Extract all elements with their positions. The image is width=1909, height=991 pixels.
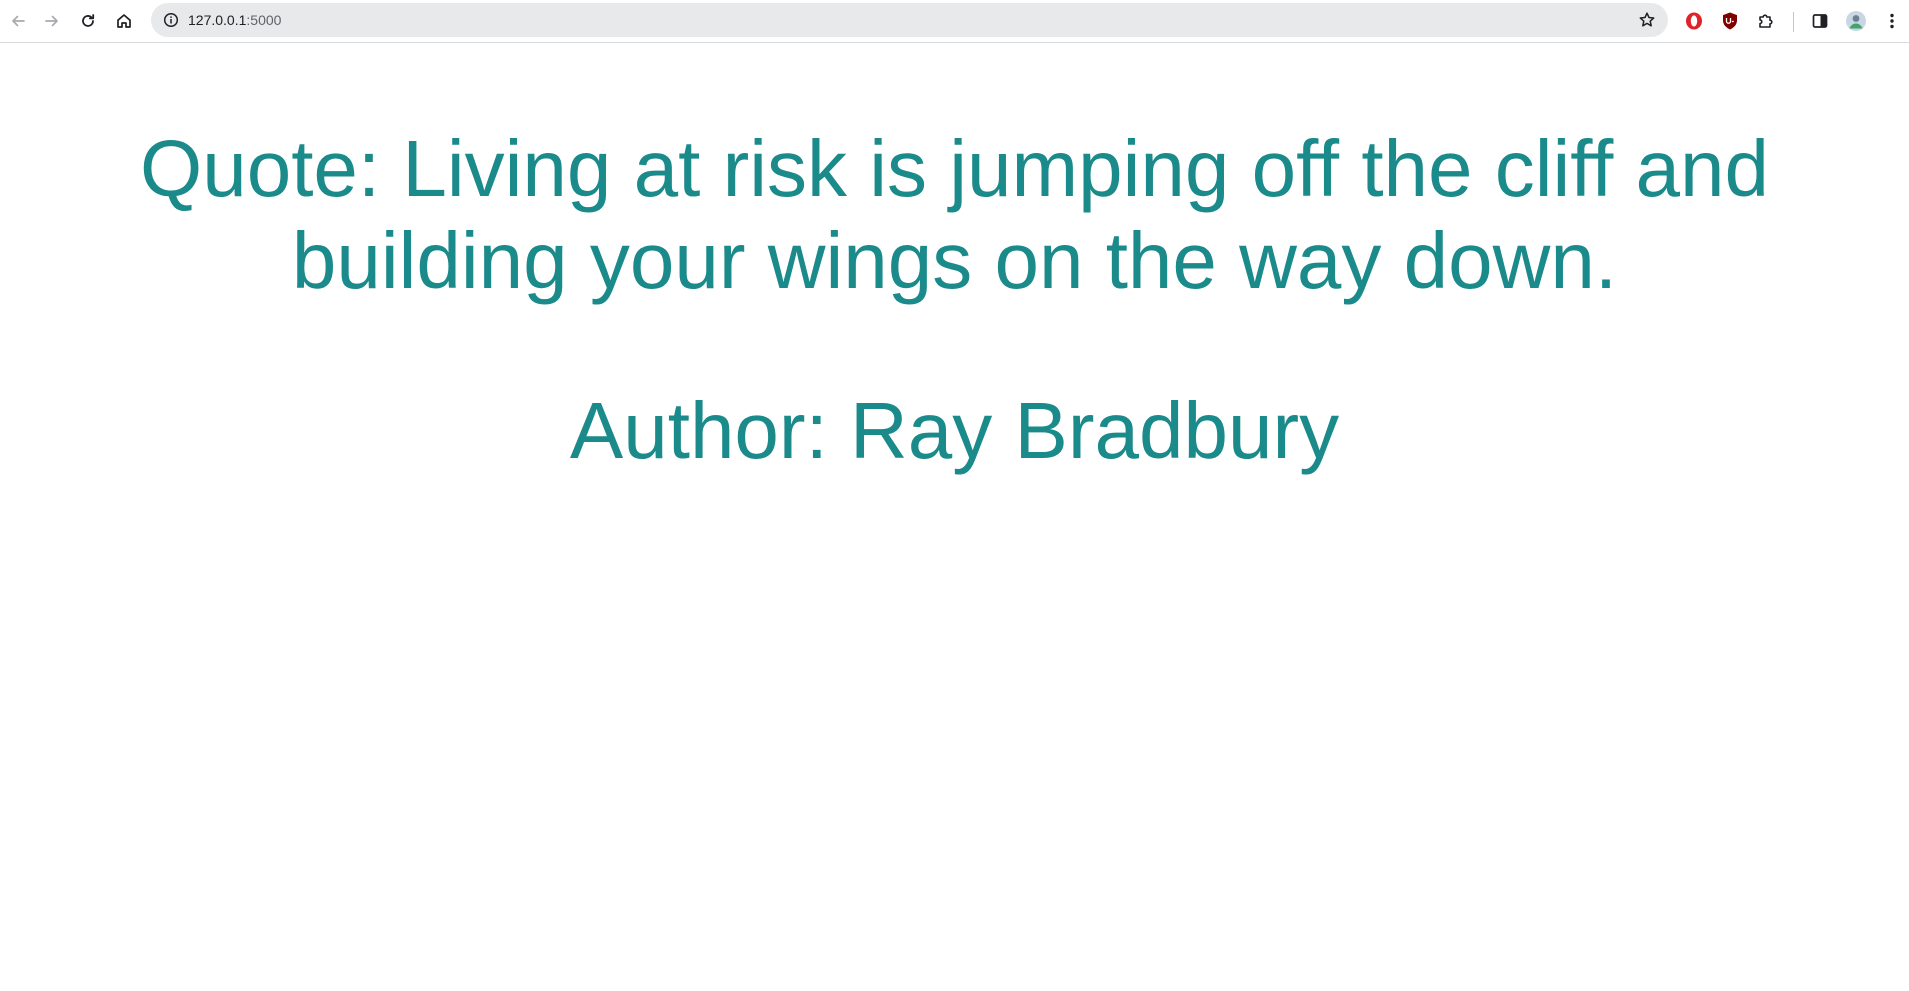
forward-button[interactable] (37, 6, 67, 36)
opera-extension-button[interactable] (1680, 7, 1708, 35)
extensions-button[interactable] (1752, 7, 1780, 35)
side-panel-button[interactable] (1806, 7, 1834, 35)
page-content (0, 43, 1909, 991)
author-text: Author: Ray Bradbury (569, 386, 1340, 475)
back-button[interactable] (3, 6, 33, 36)
url-text[interactable] (188, 3, 281, 37)
puzzle-icon (1756, 11, 1776, 31)
side-panel-icon (1811, 12, 1829, 30)
bookmark-button[interactable] (1634, 7, 1660, 33)
ublock-shield-icon (1720, 11, 1740, 31)
home-icon (115, 12, 133, 30)
home-button[interactable] (109, 6, 139, 36)
arrow-left-icon (9, 12, 27, 30)
kebab-menu-icon (1884, 12, 1900, 30)
reload-button[interactable] (73, 6, 103, 36)
toolbar-divider (1793, 12, 1794, 32)
reload-icon (79, 12, 97, 30)
site-info-button[interactable] (159, 8, 183, 32)
profile-button[interactable] (1842, 7, 1870, 35)
url-host: 127.0.0.1 (188, 12, 247, 28)
quote-container (100, 123, 1809, 477)
quote-text: Quote: Living at risk is jumping off the cliff and building your wings on the way down. (139, 124, 1770, 305)
avatar (1845, 10, 1867, 32)
browser-toolbar (0, 0, 1909, 43)
star-icon (1638, 11, 1656, 29)
address-bar[interactable] (151, 3, 1668, 37)
info-icon (163, 12, 179, 28)
opera-icon (1684, 11, 1704, 31)
browser-menu-button[interactable] (1878, 7, 1906, 35)
ublock-extension-button[interactable] (1716, 7, 1744, 35)
arrow-right-icon (43, 12, 61, 30)
url-port: :5000 (246, 12, 282, 28)
